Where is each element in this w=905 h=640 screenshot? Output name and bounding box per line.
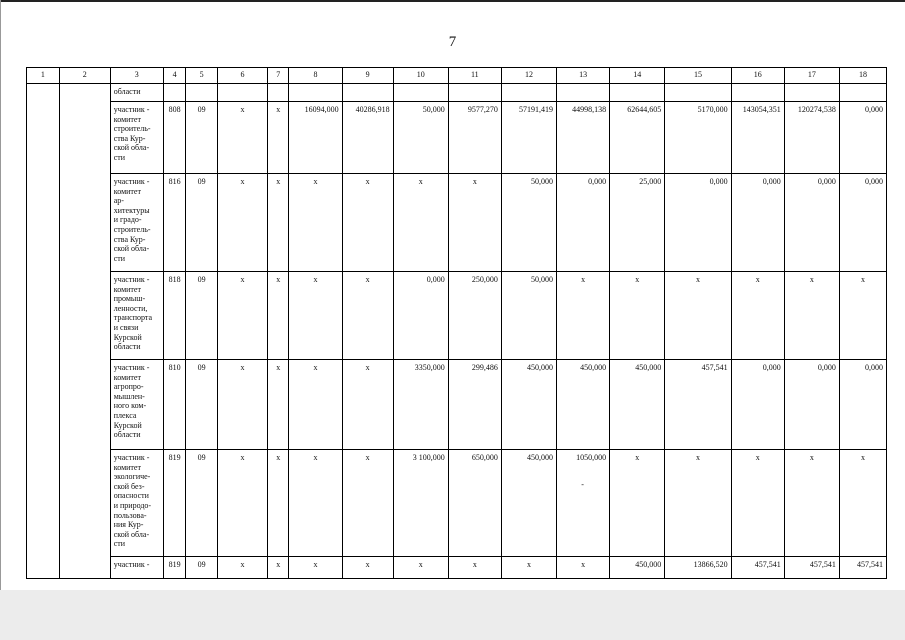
value-cell-col-5: 09 [186,102,218,174]
value-cell-col-16: х [731,272,784,360]
value-cell-col-4: 816 [163,174,185,272]
column-header-11: 11 [448,68,501,84]
participant-name-cell: участник - [110,557,163,579]
value-cell-col-10: 3 100,000 [393,450,448,557]
value-cell-col-12: 450,000 [501,360,556,450]
stray-mark: - [581,480,584,489]
column-number-header-row [27,68,887,84]
value-cell-col-7: х [268,557,289,579]
value-cell-col-10: х [393,174,448,272]
value-cell-col-6: х [217,174,267,272]
participant-name-cell: участник - комитет ар- хитектуры и градо- строитель- ства Кур- ской обла- сти [110,174,163,272]
participant-name-cell: участник - комитет экологиче- ской без- опасности и природо- пользова- ния Кур- ской обла- сти [110,450,163,557]
value-cell-col-7: х [268,450,289,557]
value-cell-col-12 [501,84,556,102]
value-cell-col-8: х [289,557,342,579]
value-cell-col-8: х [289,360,342,450]
value-cell-col-7: х [268,360,289,450]
value-cell-col-12: 57191,419 [501,102,556,174]
value-cell-col-15: х [665,272,731,360]
value-cell-col-15: х [665,450,731,557]
value-cell-col-5: 09 [186,360,218,450]
value-cell-col-6: х [217,102,267,174]
value-cell-col-8: х [289,272,342,360]
value-cell-col-13: 450,000 [557,360,610,450]
column-header-2: 2 [59,68,110,84]
value-cell-col-7 [268,84,289,102]
value-cell-col-16: х [731,450,784,557]
value-cell-col-14: 62644,605 [610,102,665,174]
value-cell-col-11: 9577,270 [448,102,501,174]
value-cell-col-11: х [448,174,501,272]
value-cell-col-13: 0,000 [557,174,610,272]
column-header-6: 6 [217,68,267,84]
value-cell-col-13: х [557,557,610,579]
value-cell-col-6 [217,84,267,102]
value-cell-col-12: 450,000 [501,450,556,557]
value-cell-col-18: 0,000 [839,360,886,450]
value-cell-col-9: х [342,174,393,272]
value-cell-col-13: 1050,000 - [557,450,610,557]
value-cell-col-12: 50,000 [501,272,556,360]
value-cell-col-6: х [217,360,267,450]
table-row [27,102,887,174]
value-cell-col-6: х [217,272,267,360]
value-cell-col-8 [289,84,342,102]
value-cell-col-17: х [784,450,839,557]
value-cell-col-11: х [448,557,501,579]
value-cell-col-18: 457,541 [839,557,886,579]
value-cell-col-9: 40286,918 [342,102,393,174]
column-header-4: 4 [163,68,185,84]
value-cell-col-16: 0,000 [731,174,784,272]
value-cell-col-10: 3350,000 [393,360,448,450]
value-cell-col-16: 0,000 [731,360,784,450]
value-cell-col-7: х [268,272,289,360]
column-header-7: 7 [268,68,289,84]
table-row [27,557,887,579]
value-cell-col-17 [784,84,839,102]
value-cell-col-8: 16094,000 [289,102,342,174]
value-cell-col-4 [163,84,185,102]
value-cell-col-5: 09 [186,450,218,557]
value-cell-col-8: х [289,450,342,557]
value-cell-col-13: 44998,138 [557,102,610,174]
col2-merged-cell [59,84,110,579]
value-cell-col-12: х [501,557,556,579]
value-cell-col-17: 0,000 [784,360,839,450]
value-cell-col-4: 810 [163,360,185,450]
value-cell-col-5: 09 [186,174,218,272]
value-cell-col-15 [665,84,731,102]
value-cell-col-14 [610,84,665,102]
column-header-8: 8 [289,68,342,84]
budget-table [26,67,887,579]
value-cell-col-5: 09 [186,272,218,360]
value-cell-col-4: 819 [163,450,185,557]
column-header-1: 1 [27,68,60,84]
value-cell-col-15: 457,541 [665,360,731,450]
value-cell-col-11: 250,000 [448,272,501,360]
column-header-14: 14 [610,68,665,84]
column-header-12: 12 [501,68,556,84]
value-cell-col-13: х [557,272,610,360]
value-cell-col-18 [839,84,886,102]
value-cell-col-9: х [342,272,393,360]
value-cell-col-9: х [342,557,393,579]
value-cell-col-10: 0,000 [393,272,448,360]
value-cell-col-15: 13866,520 [665,557,731,579]
value-cell-col-6: х [217,450,267,557]
value-cell-col-5: 09 [186,557,218,579]
participant-name-cell: участник - комитет агропро- мышлен- ного ком- плекса Курской области [110,360,163,450]
value-cell-col-14: 450,000 [610,360,665,450]
table-row [27,272,887,360]
value-cell-col-6: х [217,557,267,579]
value-cell-col-11: 650,000 [448,450,501,557]
value-cell-col-4: 808 [163,102,185,174]
page-number: 7 [448,34,457,50]
value-cell-col-14: х [610,272,665,360]
participant-name-cell: области [110,84,163,102]
value-cell-col-16: 457,541 [731,557,784,579]
value-cell-col-14: 450,000 [610,557,665,579]
value-cell-col-4: 819 [163,557,185,579]
value-cell-col-5 [186,84,218,102]
value-cell-col-18: х [839,272,886,360]
value-cell-col-11 [448,84,501,102]
value-cell-col-18: 0,000 [839,102,886,174]
table-row [27,174,887,272]
value-cell-col-10: х [393,557,448,579]
value-cell-col-13 [557,84,610,102]
column-header-10: 10 [393,68,448,84]
column-header-5: 5 [186,68,218,84]
table-row [27,450,887,557]
table-row [27,360,887,450]
value-cell-col-17: 120274,538 [784,102,839,174]
value-cell-col-10: 50,000 [393,102,448,174]
value-cell-col-16: 143054,351 [731,102,784,174]
column-header-13: 13 [557,68,610,84]
value-cell-col-17: 0,000 [784,174,839,272]
value-cell-col-7: х [268,174,289,272]
participant-name-cell: участник - комитет промыш- ленности, транспорта и связи Курской области [110,272,163,360]
left-scan-edge [0,0,1,640]
value-cell-col-16 [731,84,784,102]
value-cell-col-12: 50,000 [501,174,556,272]
col1-merged-cell [27,84,60,579]
value-cell-col-11: 299,486 [448,360,501,450]
value-cell-col-9 [342,84,393,102]
column-header-17: 17 [784,68,839,84]
value-cell-col-18: 0,000 [839,174,886,272]
value-cell-col-7: х [268,102,289,174]
value-cell-col-10 [393,84,448,102]
value-cell-col-17: х [784,272,839,360]
scan-bottom-margin [0,590,905,640]
value-cell-col-9: х [342,360,393,450]
table-row [27,84,887,102]
value-cell-col-4: 818 [163,272,185,360]
value-cell-col-8: х [289,174,342,272]
column-header-16: 16 [731,68,784,84]
value-cell-col-9: х [342,450,393,557]
column-header-15: 15 [665,68,731,84]
value-cell-col-14: х [610,450,665,557]
value-cell-col-15: 5170,000 [665,102,731,174]
column-header-18: 18 [839,68,886,84]
participant-name-cell: участник - комитет строитель- ства Кур- ской обла- сти [110,102,163,174]
value-cell-col-15: 0,000 [665,174,731,272]
value-cell-col-18: х [839,450,886,557]
column-header-3: 3 [110,68,163,84]
value-cell-col-17: 457,541 [784,557,839,579]
top-border-line [0,0,905,2]
value-cell-col-14: 25,000 [610,174,665,272]
column-header-9: 9 [342,68,393,84]
